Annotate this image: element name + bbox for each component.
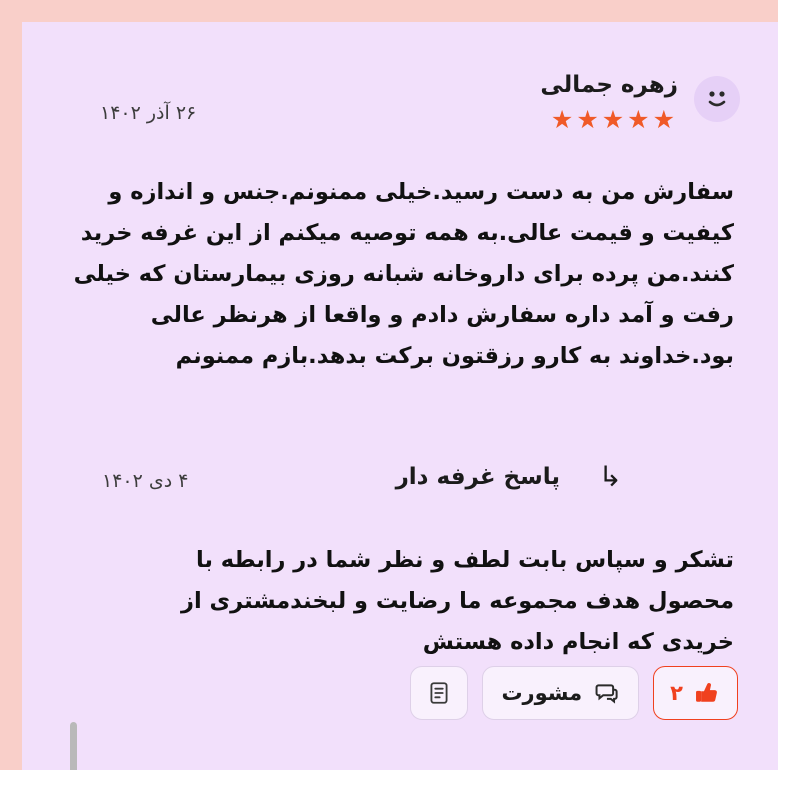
reply-label: پاسخ غرفه دار bbox=[395, 464, 560, 490]
consult-label: مشورت bbox=[501, 681, 583, 705]
rating-stars bbox=[540, 106, 678, 134]
like-count: ۲ bbox=[670, 681, 683, 705]
star-5: ★ bbox=[652, 105, 678, 134]
bottom-gutter bbox=[0, 770, 800, 800]
star-4: ★ bbox=[627, 105, 653, 134]
star-2: ★ bbox=[576, 105, 602, 134]
report-button[interactable] bbox=[410, 666, 468, 720]
reviewer-block bbox=[540, 70, 678, 134]
avatar bbox=[694, 76, 740, 122]
reply-arrow-icon: ↳ bbox=[598, 460, 622, 493]
star-3: ★ bbox=[601, 105, 628, 134]
star-1: ★ bbox=[550, 105, 577, 134]
review-date: ۲۶ آذر ۱۴۰۲ bbox=[100, 102, 197, 124]
chat-bubble-icon bbox=[592, 679, 620, 707]
document-report-icon bbox=[426, 680, 452, 706]
review-header bbox=[60, 70, 740, 150]
reviewer-name: زهره جمالی bbox=[540, 72, 678, 98]
reply-text: تشکر و سپاس بابت لطف و نظر شما در رابطه با محصول هدف مجموعه ما رضایت و لبخندمشتری از خریدی که انجام داده هستش bbox=[181, 547, 734, 655]
review-card bbox=[22, 22, 778, 778]
review-text: سفارش من به دست رسید.خیلی ممنونم.جنس و اندازه و کیفیت و قیمت عالی.به همه توصیه میکنم از این غرفه خرید کنند.من پرده برای داروخانه شبانه روزی بیمارستان که خیلی رفت و آمد داره سفارش دادم و واقعا از هرنظر عالی بود.خداوند به کارو رزقتون برکت بدهد.بازم ممنونم bbox=[73, 179, 734, 369]
action-bar bbox=[410, 666, 738, 720]
reply-date: ۴ دی ۱۴۰۲ bbox=[102, 470, 189, 492]
user-face-icon bbox=[703, 85, 731, 113]
consult-button[interactable] bbox=[482, 666, 639, 720]
thumbs-up-icon bbox=[693, 679, 721, 707]
reply-header bbox=[60, 462, 740, 506]
like-button[interactable] bbox=[653, 666, 738, 720]
right-gutter bbox=[778, 0, 800, 770]
